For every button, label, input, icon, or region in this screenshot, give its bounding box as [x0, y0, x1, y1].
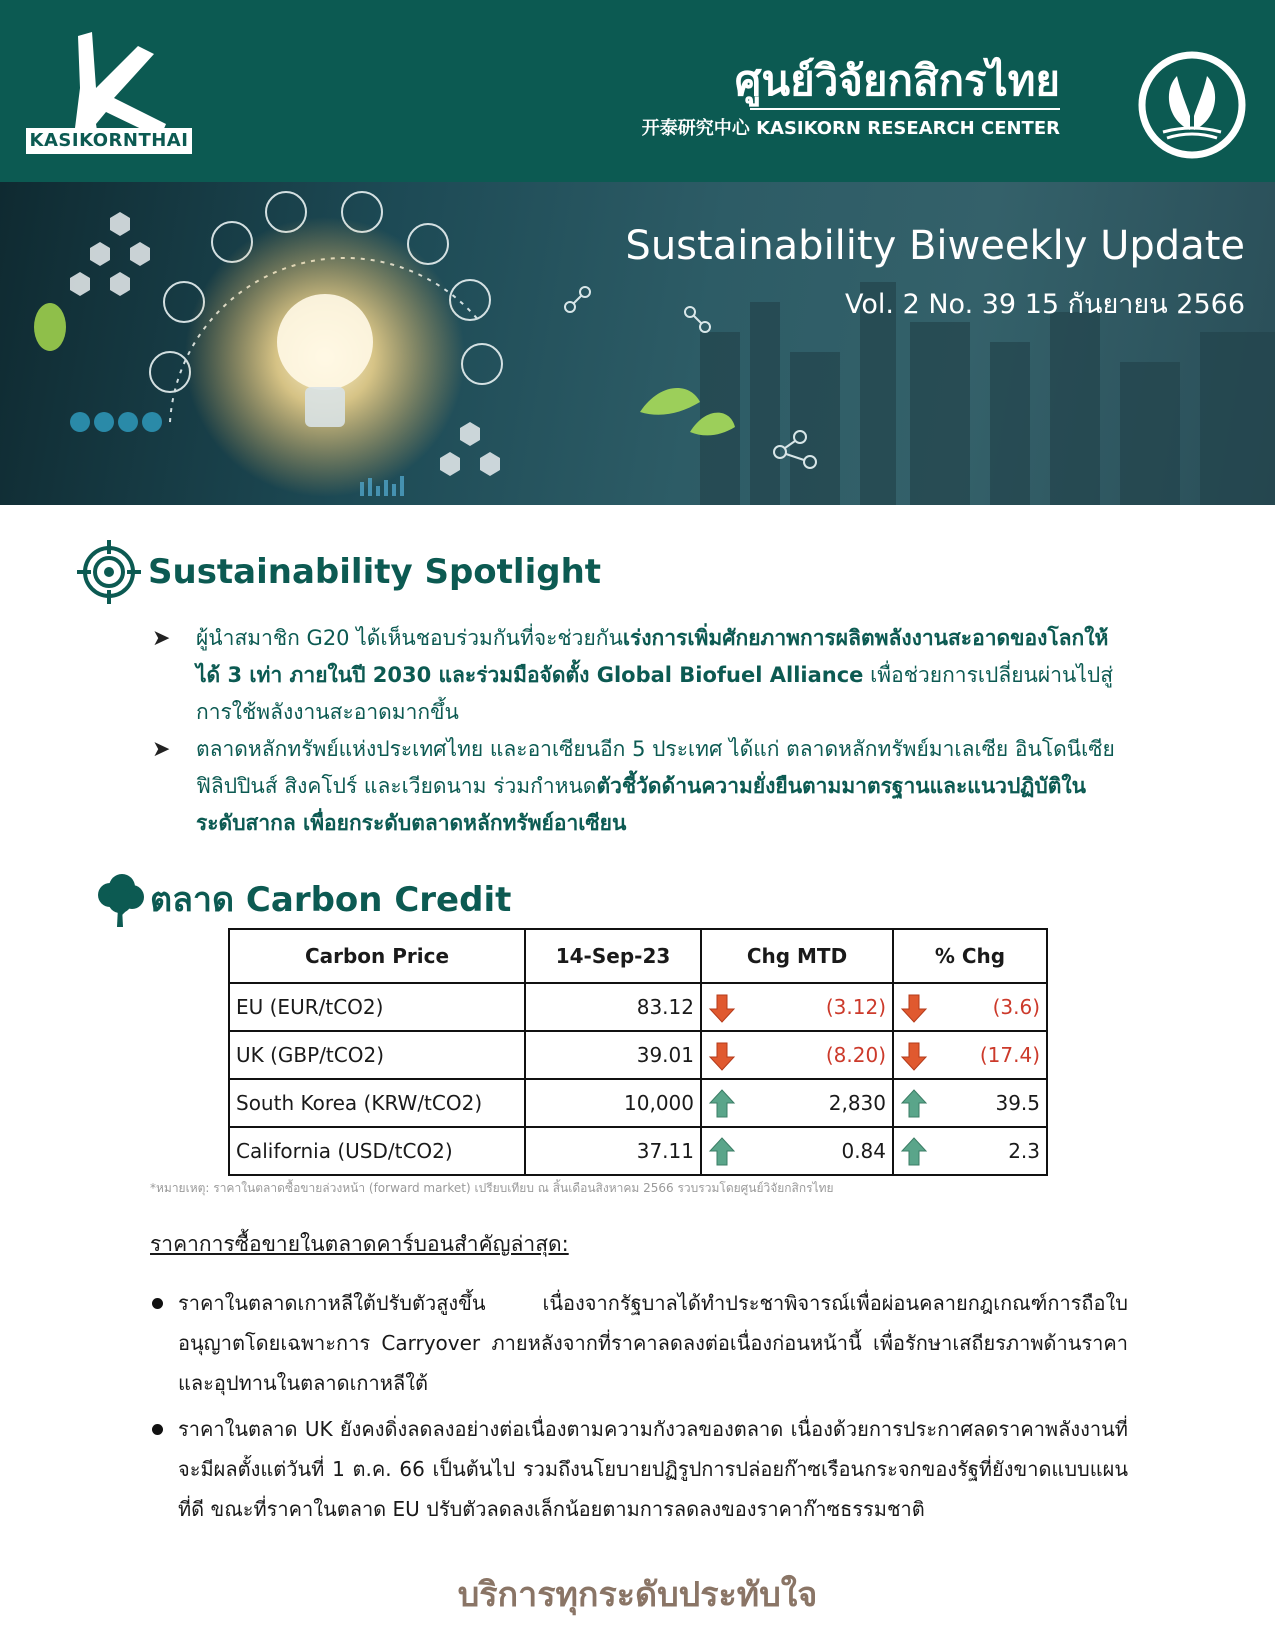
table-row: [229, 1079, 1047, 1127]
table-header-row: [229, 929, 1047, 983]
pct-chg-value: 39.5: [995, 1091, 1040, 1115]
pct-chg-cell: [893, 1127, 1047, 1175]
down-arrow-icon: [900, 1041, 928, 1071]
kasikornthai-wordmark: KASIKORNTHAI: [26, 128, 192, 154]
spotlight-heading: Sustainability Spotlight: [148, 552, 602, 592]
arrow-bullet-icon: ➤: [152, 737, 171, 762]
chg-mtd-cell: [701, 1127, 893, 1175]
down-arrow-icon: [900, 993, 928, 1023]
chg-mtd-value: (8.20): [825, 1043, 886, 1067]
pct-chg-value: (3.6): [992, 995, 1040, 1019]
up-arrow-icon: [708, 1137, 736, 1167]
list-item: [150, 1409, 1128, 1529]
table-row: [229, 983, 1047, 1031]
issue-volume-date: Vol. 2 No. 39 15 กันยายน 2566: [845, 289, 1245, 320]
up-arrow-icon: [900, 1137, 928, 1167]
price-cell: 10,000: [525, 1079, 701, 1127]
chg-mtd-value: 2,830: [828, 1091, 886, 1115]
hero-banner: [0, 182, 1275, 505]
carbon-price-table: [228, 928, 1048, 1176]
price-cell: 83.12: [525, 983, 701, 1031]
chg-mtd-cell: [701, 1079, 893, 1127]
price-cell: 37.11: [525, 1127, 701, 1175]
col-header-pct-chg: % Chg: [893, 929, 1047, 983]
tree-icon: [92, 873, 148, 929]
bullet-dot-icon: [152, 1298, 163, 1309]
up-arrow-icon: [708, 1089, 736, 1119]
market-cell: EU (EUR/tCO2): [229, 983, 525, 1031]
chg-mtd-value: (3.12): [825, 995, 886, 1019]
spotlight-item-highlight: เร่งการเพิ่มศักยภาพการผลิตพลังงานสะอาดของโลกให้ได้ 3 เท่า ภายในปี 2030 และร่วมมือจัดตั้ง Global Biofuel Alliance: [196, 626, 1109, 687]
chg-mtd-cell: [701, 983, 893, 1031]
header-divider: [750, 108, 1060, 110]
pct-chg-cell: [893, 1079, 1047, 1127]
list-item-text: ราคาในตลาดเกาหลีใต้ปรับตัวสูงขึ้น เนื่องจากรัฐบาลได้ทำประชาพิจารณ์เพื่อผ่อนคลายกฎเกณฑ์การถือใบอนุญาตโดยเฉพาะการ Carryover ภายหลังจากที่ราคาลดลงต่อเนื่องก่อนหน้านี้ เพื่อรักษาเสถียรภาพด้านราคาและอุปทานในตลาดเกาหลีใต้: [178, 1291, 1128, 1395]
banner-title: Sustainability Biweekly Update: [625, 223, 1245, 269]
table-row: [229, 1031, 1047, 1079]
table-row: [229, 1127, 1047, 1175]
spotlight-item: [150, 731, 1130, 842]
pct-chg-cell: [893, 1031, 1047, 1079]
krc-emblem-icon: [1137, 50, 1247, 160]
pct-chg-value: (17.4): [979, 1043, 1040, 1067]
col-header-chg-mtd: Chg MTD: [701, 929, 893, 983]
col-header-date: 14-Sep-23: [525, 929, 701, 983]
market-cell: UK (GBP/tCO2): [229, 1031, 525, 1079]
pct-chg-value: 2.3: [1008, 1139, 1040, 1163]
carbon-credit-heading: ตลาด Carbon Credit: [150, 880, 512, 920]
chg-mtd-cell: [701, 1031, 893, 1079]
spotlight-item-text-end: เพื่อช่วยการเปลี่ยนผ่านไปสู่การใช้พลังงานสะอาดมากขึ้น: [196, 663, 1114, 724]
market-cell: California (USD/tCO2): [229, 1127, 525, 1175]
market-cell: South Korea (KRW/tCO2): [229, 1079, 525, 1127]
spotlight-list: [150, 620, 1130, 842]
up-arrow-icon: [900, 1089, 928, 1119]
list-item-text: ราคาในตลาด UK ยังคงดิ่งลดลงอย่างต่อเนื่องตามความกังวลของตลาด เนื่องด้วยการประกาศลดราคาพลังงานที่จะมีผลตั้งแต่วันที่ 1 ต.ค. 66 เป็นต้นไป รวมถึงนโยบายปฏิรูปการปล่อยก๊าซเรือนกระจกของรัฐที่ยังขาดแบบแผนที่ดี ขณะที่ราคาในตลาด EU ปรับตัวลดลงเล็กน้อยตามการลดลงของราคาก๊าซธรรมชาติ: [178, 1417, 1128, 1521]
down-arrow-icon: [708, 993, 736, 1023]
list-item: [150, 1283, 1128, 1403]
pct-chg-cell: [893, 983, 1047, 1031]
bullet-dot-icon: [152, 1424, 163, 1435]
carbon-news-list: [150, 1283, 1128, 1535]
arrow-bullet-icon: ➤: [152, 626, 171, 651]
table-footnote: *หมายเหตุ: ราคาในตลาดซื้อขายล่วงหน้า (forward market) เปรียบเทียบ ณ สิ้นเดือนสิงหาคม 2566 รวบรวมโดยศูนย์วิจัยกสิกรไทย: [150, 1181, 834, 1195]
chg-mtd-value: 0.84: [841, 1139, 886, 1163]
latest-prices-heading: ราคาการซื้อขายในตลาดคาร์บอนสำคัญล่าสุด:: [150, 1232, 569, 1256]
spotlight-item: [150, 620, 1130, 731]
footer-slogan: บริการทุกระดับประทับใจ: [457, 1575, 818, 1615]
spotlight-item-text: ผู้นำสมาชิก G20 ได้เห็นชอบร่วมกันที่จะช่วยกัน: [196, 626, 623, 650]
down-arrow-icon: [708, 1041, 736, 1071]
header-bar: [0, 0, 1275, 182]
col-header-market: Carbon Price: [229, 929, 525, 983]
target-icon: [77, 540, 141, 604]
price-cell: 39.01: [525, 1031, 701, 1079]
spotlight-item-highlight: ตัวชี้วัดด้านความยั่งยืนตามมาตรฐานและแนวปฏิบัติในระดับสากล เพื่อยกระดับตลาดหลักทรัพย์อาเซียน: [196, 774, 1086, 835]
spotlight-item-text: ตลาดหลักทรัพย์แห่งประเทศไทย และอาเซียนอีก 5 ประเทศ ได้แก่ ตลาดหลักทรัพย์มาเลเซีย อินโดนีเซีย ฟิลิปปินส์ สิงคโปร์ และเวียดนาม ร่วมกำหนด: [196, 737, 1115, 798]
research-center-english-name: 开泰研究中心 KASIKORN RESEARCH CENTER: [641, 118, 1060, 139]
research-center-thai-name: ศูนย์วิจัยกสิกรไทย: [734, 56, 1060, 105]
